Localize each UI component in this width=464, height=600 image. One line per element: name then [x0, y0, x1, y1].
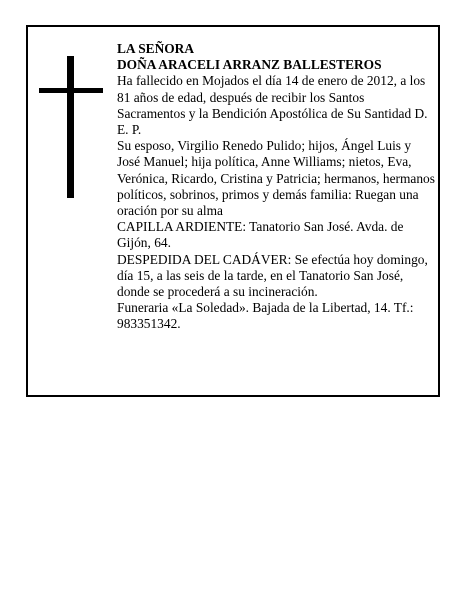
obituary-text [117, 41, 435, 333]
family-list: Su esposo, Virgilio Renedo Pulido; hijos, Ángel Luis y José Manuel; hija política, Anne Williams; nietos, Eva, Verónica, Ricardo, Cristina y Patricia; hermanos, hermanos políticos, sobrinos, primos y demás familia: Ruegan una oración por su alma [117, 138, 435, 219]
deceased-name: DOÑA ARACELI ARRANZ BALLESTEROS [117, 57, 382, 73]
wake-location: CAPILLA ARDIENTE: Tanatorio San José. Avda. de Gijón, 64. [117, 219, 404, 251]
cross-horizontal-bar [39, 88, 103, 93]
cross-vertical-bar [67, 56, 74, 198]
notice-heading: LA SEÑORA [117, 41, 195, 56]
obituary-notice [26, 25, 440, 397]
funeral-home-contact: Funeraria «La Soledad». Bajada de la Libertad, 14. Tf.: 983351342. [117, 300, 414, 332]
death-announcement: Ha fallecido en Mojados el día 14 de enero de 2012, a los 81 años de edad, después de recibir los Santos Sacramentos y la Bendición Apostólica de Su Santidad D. E. P. [117, 73, 428, 138]
funeral-details: DESPEDIDA DEL CADÁVER: Se efectúa hoy domingo, día 15, a las seis de la tarde, en el Tanatorio San José, donde se procederá a su incineración. [117, 251, 428, 300]
